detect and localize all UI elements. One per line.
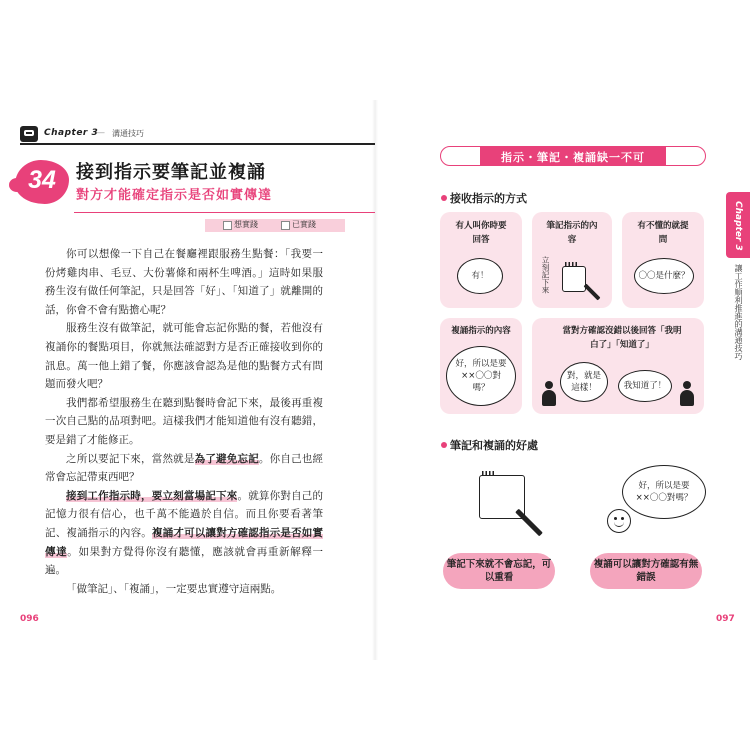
section-subtitle: 對方才能確定指示是否如實傳達 [76,188,273,203]
book-gutter [372,100,378,660]
chapter-dash: — [96,128,105,138]
notepad-icon [562,266,586,292]
smiley-eye-right [621,517,624,520]
p5-text-b: 。如果對方覺得你沒有聽懂，應該就會再重新解釋一遍。 [45,545,324,577]
section2-heading: 筆記和複誦的好處 [450,439,538,452]
person-icon-right [680,381,694,407]
want-practice-checkbox[interactable] [223,221,232,230]
section2-bullet-icon [441,442,447,448]
chapter-title: 溝通技巧 [112,129,144,138]
chapter-side-tab-label: Chapter 3 [733,201,743,251]
benefit-speech-bubble: 好，所以是要××〇〇對嗎？ [622,465,706,519]
chapter-label: Chapter 3 [44,128,99,138]
smiley-face-icon [607,509,631,533]
cell4-speech-bubble: 好，所以是要××〇〇對嗎？ [446,346,516,406]
cell5-speech-bubble-2: 我知道了！ [618,370,672,402]
page-number-left: 096 [20,614,39,624]
practiced-label: 已實踐 [292,220,316,229]
section1-bullet-icon [441,195,447,201]
paragraph-6: 「做筆記」、「複誦」，一定要忠實遵守這兩點。 [66,582,282,595]
benefit-caption-notes: 筆記下來就不會忘記，可以重看 [443,553,555,589]
cell2-label: 筆記指示的內容 [546,221,598,245]
header-rule [20,143,375,145]
cell5-speech-bubble-1: 對，就是這樣！ [560,362,608,402]
cell1-speech-bubble: 有！ [457,258,503,294]
want-practice-label: 想實踐 [234,220,258,229]
person-icon-left [542,381,556,407]
section-number: 34 [28,166,56,194]
p5-highlight-2: 複誦才可以讓對方確認指示是否如實傳達 [45,526,323,558]
chapter-chat-icon [20,126,38,142]
practice-checkbar [205,219,345,232]
page-number-right: 097 [716,614,735,624]
cell2-side-note: 立刻記下來 [541,256,550,294]
p5-text-a: 。就算你對自己的記憶力很有信心，也千萬不能過於自信。而且你要看著筆記、複誦指示的內容。 [45,489,324,539]
paragraph-1: 你可以想像一下自己在餐廳裡跟服務生點餐：「我要一份烤雞肉串、毛豆、大份薯條和兩杯生啤酒。」這時如果服務生沒有做任何筆記，只是回答「好」、「知道了」就離開的話，你會不會有點擔心呢？ [45,248,323,316]
paragraph-5 [45,487,323,580]
p4-highlight: 為了避免忘記 [194,452,259,465]
practiced-checkbox[interactable] [281,221,290,230]
cell4-label: 複誦指示的內容 [451,326,511,336]
p4-text-b: 。你自己也經常會忘記帶東西吧？ [45,452,324,484]
chapter-side-subtitle: 讓工作順利推進的溝通技巧 [734,264,743,360]
p5-highlight-1: 接到工作指示時，要立刻當場記下來 [66,489,238,502]
cell1-label: 有人叫你時要回答 [455,221,507,245]
cell3-label: 有不懂的就提問 [637,221,689,245]
cell5-label: 當對方確認沒錯以後回答「我明白了」「知道了」 [562,326,682,350]
body-text [45,245,323,598]
cell3-speech-bubble: 〇〇是什麼？ [634,258,694,294]
banner-title: 指示・筆記・複誦缺一不可 [501,151,645,164]
paragraph-4 [45,450,323,487]
section-title: 接到指示要筆記並複誦 [76,162,266,183]
smiley-eye-left [614,517,617,520]
paragraph-2: 服務生沒有做筆記，就可能會忘記你點的餐，若他沒有複誦你的餐點項目，你就無法確認對方是否正確接收到你的訊息。萬一他上錯了餐，你應該會認為是他的點餐方式有問題而發火吧？ [45,322,323,391]
smiley-mouth [614,521,624,527]
p4-text-a: 之所以要記下來，當然就是 [66,452,195,465]
benefit-caption-repeat: 複誦可以讓對方確認有無錯誤 [590,553,702,589]
section1-heading: 接收指示的方式 [450,192,527,205]
title-rule [74,212,375,213]
paragraph-3: 我們都希望服務生在聽到點餐時會記下來，最後再重複一次自己點的品項對吧。這樣我們才能知道他有沒有聽錯，要是錯了才能修正。 [45,396,323,446]
